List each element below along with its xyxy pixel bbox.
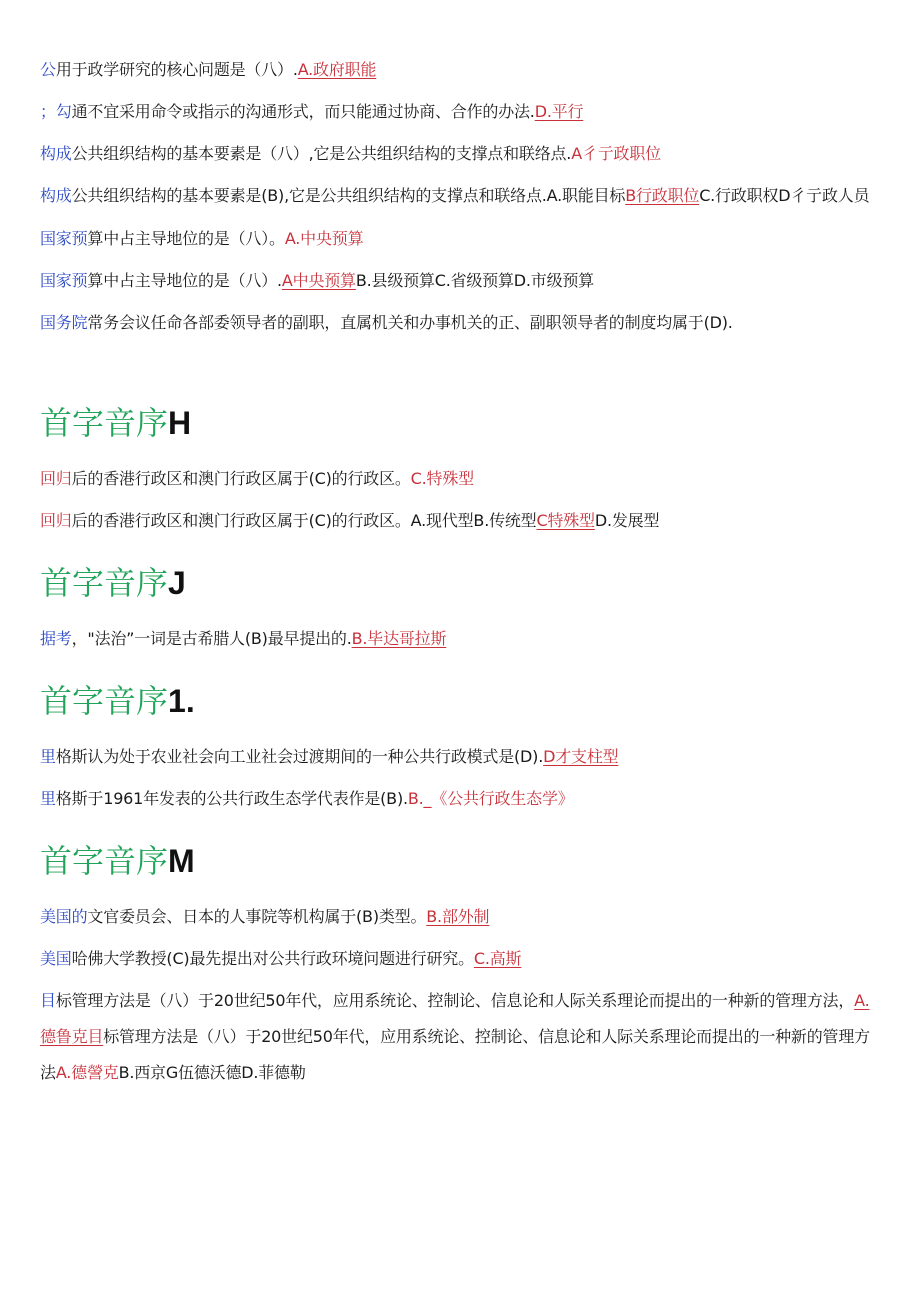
lead-text: 构成: [40, 186, 72, 205]
section-heading-m: [40, 841, 876, 881]
lead-text: ；勾: [40, 102, 72, 121]
spacer: [40, 443, 876, 461]
answer-text: C.高斯: [473, 949, 522, 968]
question-item: [40, 899, 876, 934]
answer-text: C特殊型: [536, 511, 595, 530]
spacer: [40, 721, 876, 739]
section-heading-l: [40, 681, 876, 721]
question-text: 公共组织结构的基本要素是(B),它是公共组织结构的支撑点和联络点.A.职能目标: [71, 186, 626, 205]
section-heading-h: [40, 403, 876, 443]
question-text: 用于政学研究的核心问题是（八）.: [55, 60, 298, 79]
answer-text: B._《公共行政生态学》: [407, 789, 574, 808]
lead-text: 国务院: [40, 313, 88, 332]
question-item: [40, 178, 876, 214]
answer-text: A.中央预算: [284, 229, 364, 248]
heading-letter: 1.: [168, 683, 195, 719]
section-heading-j: [40, 563, 876, 603]
answer-text: C.特殊型: [410, 469, 474, 488]
spacer: [40, 545, 876, 563]
answer-text: B.部外制: [426, 907, 490, 926]
question-item: [40, 941, 876, 976]
lead-text: 国家预: [40, 271, 88, 290]
lead-text: 目: [40, 991, 56, 1010]
heading-letter: H: [168, 405, 192, 441]
options-text: B.西京G伍德沃德D.菲德勒: [118, 1063, 306, 1082]
question-item: [40, 983, 876, 1091]
question-item: [40, 621, 876, 656]
question-item: [40, 94, 876, 129]
question-text: 标管理方法是（八）于20世纪50年代，应用系统论、控制论、信息论和人际关系理论而提出的一种新的管理方法，: [55, 991, 855, 1010]
answer-text: D才支柱型: [543, 747, 619, 766]
spacer: [40, 663, 876, 681]
question-item: [40, 461, 876, 496]
lead-text: 公: [40, 60, 56, 79]
lead-text: 回归: [40, 511, 72, 530]
heading-letter: J: [168, 565, 186, 601]
heading-prefix: 首字音序: [40, 842, 169, 880]
spacer: [40, 347, 876, 403]
answer-text: D.平行: [534, 102, 584, 121]
answer-text: A.德謍克: [55, 1063, 119, 1082]
answer-text: A彳亍政职位: [571, 144, 661, 163]
heading-letter: M: [168, 843, 195, 879]
lead-text: 国家预: [40, 229, 88, 248]
question-text: ，"法治”一词是古希腊人(B)最早提出的.: [71, 629, 352, 648]
question-text: 常务会议任命各部委领导者的副职，直属机关和办事机关的正、副职领导者的制度均属于(D).: [87, 313, 733, 332]
question-text: 算中占主导地位的是（八）。: [87, 229, 285, 248]
options-text: B.县级预算C.省级预算D.市级预算: [355, 271, 594, 290]
question-text: 格斯认为处于农业社会向工业社会过渡期间的一种公共行政模式是(D).: [55, 747, 544, 766]
lead-text: 里: [40, 747, 56, 766]
answer-text: B.毕达哥拉斯: [351, 629, 447, 648]
question-text: 后的香港行政区和澳门行政区属于(C)的行政区。A.现代型B.传统型: [71, 511, 537, 530]
spacer: [40, 823, 876, 841]
question-item: [40, 503, 876, 538]
heading-prefix: 首字音序: [40, 682, 169, 720]
question-text: 哈佛大学教授(C)最先提出对公共行政环境问题进行研究。: [71, 949, 474, 968]
question-item: [40, 52, 876, 87]
question-text: 格斯于1961年发表的公共行政生态学代表作是(B).: [55, 789, 408, 808]
heading-prefix: 首字音序: [40, 404, 169, 442]
answer-text: B行政职位: [625, 186, 700, 205]
options-text: C.行政职权D彳亍政人员: [699, 186, 870, 205]
spacer: [40, 881, 876, 899]
question-item: [40, 305, 876, 340]
heading-prefix: 首字音序: [40, 564, 169, 602]
question-text: 标管理方法是（八）于20世纪50年代，应用系统论、控制论、信息论和人际关系理论而提出的一种新的管理方法: [40, 1027, 870, 1082]
question-item: [40, 263, 876, 298]
lead-text: 里: [40, 789, 56, 808]
question-item: [40, 739, 876, 774]
question-item: [40, 136, 876, 171]
lead-text: 美国: [40, 949, 72, 968]
lead-text: 回归: [40, 469, 72, 488]
question-text: 文官委员会、日本的人事院等机构属于(B)类型。: [87, 907, 427, 926]
question-text: 算中占主导地位的是（八）.: [87, 271, 282, 290]
answer-text: A.德鲁克目: [40, 991, 870, 1046]
options-text: D.发展型: [594, 511, 660, 530]
answer-text: A.政府职能: [297, 60, 377, 79]
question-item: [40, 221, 876, 256]
lead-text: 据考: [40, 629, 72, 648]
lead-text: 美国的: [40, 907, 88, 926]
lead-text: 构成: [40, 144, 72, 163]
answer-text: A中央预算: [281, 271, 356, 290]
question-item: [40, 781, 876, 816]
question-text: 后的香港行政区和澳门行政区属于(C)的行政区。: [71, 469, 411, 488]
question-text: 公共组织结构的基本要素是（八）,它是公共组织结构的支撑点和联络点.: [71, 144, 572, 163]
document-body: [40, 52, 876, 1098]
question-text: 通不宜采用命令或指示的沟通形式，而只能通过协商、合作的办法.: [71, 102, 535, 121]
spacer: [40, 603, 876, 621]
